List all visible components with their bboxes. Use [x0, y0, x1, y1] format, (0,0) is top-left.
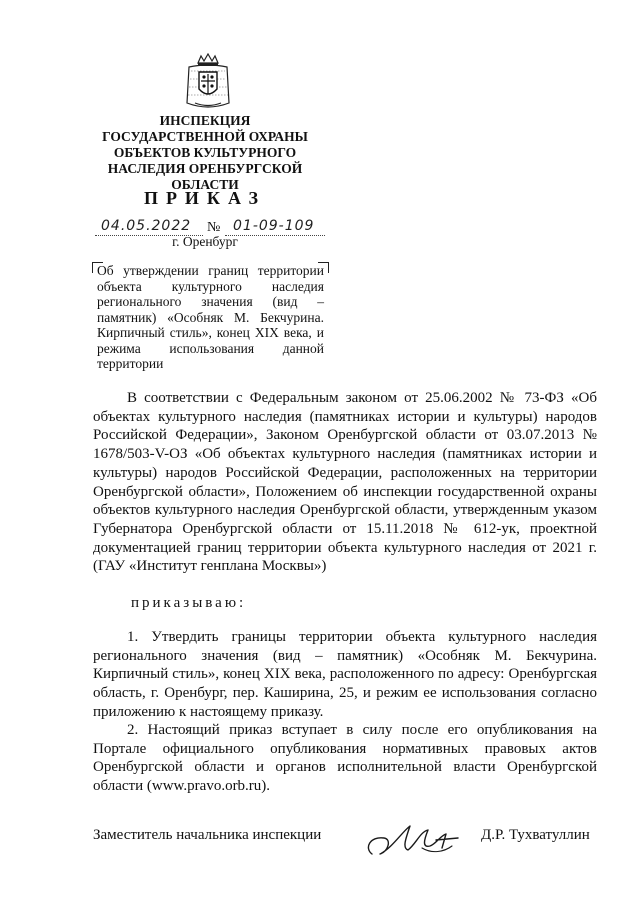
org-line: ИНСПЕКЦИЯ	[159, 113, 251, 128]
handwritten-signature-icon	[362, 818, 472, 866]
city: г. Оренбург	[172, 234, 238, 249]
coat-of-arms-icon	[183, 53, 233, 111]
number-sign: №	[207, 220, 221, 235]
order-item-1: 1. Утвердить границы территории объекта культурного наследия регионального значения (вид – памятник) «Особняк М. Бекчурина. Кирпичный стиль», конец XIX века, расположенного по адресу: Оренбургская область, г. Оренбург, пер. Каширина, 25, и режим ее использования согласно приложению к настоящему приказу.	[93, 629, 597, 720]
decree-word: приказываю:	[131, 595, 247, 611]
signer-name: Д.Р. Тухватуллин	[481, 827, 590, 843]
document-date: 04.05.2022	[101, 218, 192, 234]
org-line: НАСЛЕДИЯ ОРЕНБУРГСКОЙ	[107, 161, 303, 176]
issuing-authority	[95, 113, 315, 193]
org-line: ОБЪЕКТОВ КУЛЬТУРНОГО	[113, 145, 297, 160]
document-type-title: ПРИКАЗ	[143, 188, 267, 208]
signer-position: Заместитель начальника инспекции	[93, 827, 322, 843]
org-line: ОБЛАСТИ	[171, 177, 239, 192]
document-subject: Об утверждении границ территории объекта культурного наследия регионального значения (вид – памятник) «Особняк М. Бекчурина. Кирпичный стиль», конец XIX века, и режима использования данной территории	[97, 263, 324, 371]
order-item-2: 2. Настоящий приказ вступает в силу после его опубликования на Портале официального опубликования нормативных правовых актов Оренбургской области и органов исполнительной власти Оренбургской области (www.pravo.orb.ru).	[93, 722, 597, 795]
org-line: ГОСУДАРСТВЕННОЙ ОХРАНЫ	[102, 129, 308, 144]
preamble-paragraph: В соответствии с Федеральным законом от 25.06.2002 № 73-ФЗ «Об объектах культурного наследия (памятниках истории и культуры) народов Российской Федерации», Законом Оренбургской области от 03.07.2013 № 1678/503-V-ОЗ «Об объектах культурного наследия (памятниках истории и культуры) народов Российской Федерации, расположенных на территории Оренбургской области», Положением об инспекции государственной охраны объектов культурного наследия Оренбургской области, утвержденным указом Губернатора Оренбургской области от 15.11.2018 № 612-ук, проектной документацией границ территории объекта культурного наследия от 2021 г. (ГАУ «Институт генплана Москвы»)	[93, 390, 597, 575]
document-number: 01-09-109	[233, 218, 315, 234]
